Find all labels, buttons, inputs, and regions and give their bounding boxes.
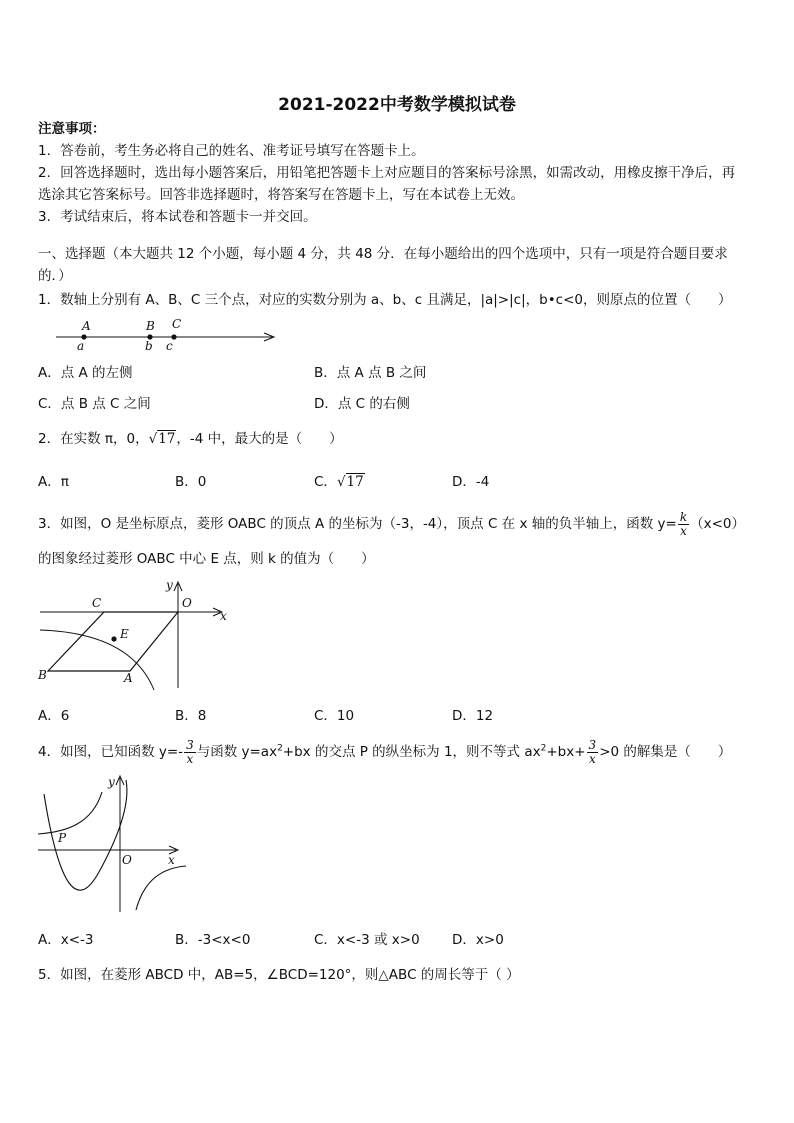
option-d[interactable]: D．-4 — [452, 474, 490, 490]
point-e-dot — [111, 636, 116, 641]
label-b: b — [145, 339, 153, 353]
section-heading-cont: 的．） — [38, 268, 72, 284]
label-C: C — [172, 317, 182, 331]
label-O: O — [122, 853, 132, 867]
option-c[interactable] — [314, 473, 365, 491]
label-y: y — [166, 578, 173, 592]
question-2-text-a: 2．在实数 π，0， — [38, 431, 149, 447]
option-d[interactable]: D．点 C 的右侧 — [314, 396, 410, 412]
exponent: 2 — [277, 743, 283, 754]
question-3-text-b: （x<0） — [690, 516, 745, 532]
option-d[interactable]: D．12 — [452, 708, 494, 724]
notice-item: 3．考试结束后，将本试卷和答题卡一并交回。 — [38, 209, 317, 225]
option-c[interactable]: C．10 — [314, 708, 355, 724]
question-3-text-cont: 的图象经过菱形 OABC 中心 E 点，则 k 的值为（ ） — [38, 551, 375, 567]
label-B: B — [146, 319, 155, 333]
label-E: E — [120, 627, 129, 641]
rhombus-figure — [36, 578, 236, 694]
notice-item: 选涂其它答案标号。回答非选择题时，将答案写在答题卡上，写在本试卷上无效。 — [38, 187, 524, 203]
fraction-k-over-x — [678, 511, 689, 538]
question-5-text: 5．如图，在菱形 ABCD 中，AB=5，∠BCD=120°，则△ABC 的周长等于（ ） — [38, 967, 520, 983]
question-4-text-b: 与函数 y=ax — [196, 744, 278, 760]
label-O: O — [182, 596, 192, 610]
hyperbola-right-branch — [136, 866, 186, 910]
question-1-text: 1．数轴上分别有 A、B、C 三个点，对应的实数分别为 a、b、c 且满足，|a|>|c|，b•c<0，则原点的位置（ ） — [38, 292, 732, 308]
label-x: x — [220, 609, 227, 623]
function-graph-figure — [36, 772, 196, 914]
notice-heading: 注意事项： — [38, 121, 106, 137]
exponent: 2 — [540, 743, 547, 754]
option-b[interactable]: B．点 A 点 B 之间 — [314, 365, 427, 381]
question-4-text-e: >0 的解集是（ ） — [599, 744, 732, 760]
option-c-label: C． — [314, 474, 337, 490]
option-a[interactable]: A．π — [38, 474, 69, 490]
option-b[interactable]: B．8 — [175, 708, 207, 724]
fraction-3-over-x — [587, 739, 599, 766]
fraction-numerator: k — [679, 509, 688, 524]
question-2-text-b: ，-4 中，最大的是（ ） — [176, 431, 343, 447]
option-a[interactable]: A．6 — [38, 708, 70, 724]
option-b[interactable]: B．-3<x<0 — [175, 932, 251, 948]
question-3-text — [38, 509, 745, 539]
fraction-numerator: 3 — [186, 737, 194, 752]
fraction-denominator: x — [588, 751, 596, 766]
notice-item: 1．答卷前，考生务必将自己的姓名、准考证号填写在答题卡上。 — [38, 143, 425, 159]
label-c: c — [166, 339, 173, 353]
sqrt-radicand: 17 — [346, 474, 364, 490]
question-4-text-a: 4．如图，已知函数 y=- — [38, 744, 184, 760]
option-a[interactable]: A．x<-3 — [38, 932, 94, 948]
option-b[interactable]: B．0 — [175, 474, 207, 490]
label-A: A — [82, 319, 91, 333]
label-B: B — [38, 668, 47, 682]
sqrt-expression: √17 — [336, 474, 364, 490]
question-4-text-c: +bx 的交点 P 的纵坐标为 1，则不等式 ax — [282, 744, 541, 760]
section-heading: 一、选择题（本大题共 12 个小题，每小题 4 分，共 48 分．在每小题给出的四个选项中，只有一项是符合题目要求 — [38, 246, 728, 262]
notice-item: 2．回答选择题时，选出每小题答案后，用铅笔把答题卡上对应题目的答案标号涂黑，如需改动，用橡皮擦干净后，再 — [38, 165, 736, 181]
label-a: a — [77, 339, 85, 353]
label-A: A — [124, 671, 133, 685]
option-d[interactable]: D．x>0 — [452, 932, 504, 948]
label-x: x — [168, 853, 175, 867]
number-line-figure — [50, 315, 285, 355]
fraction-3-over-x — [184, 739, 196, 766]
question-2-text — [38, 430, 343, 448]
label-C: C — [92, 596, 102, 610]
question-3-text-a: 3．如图，O 是坐标原点，菱形 OABC 的顶点 A 的坐标为（-3，-4），顶点 C 在 x 轴的负半轴上，函数 y= — [38, 516, 677, 532]
option-c[interactable]: C．x<-3 或 x>0 — [314, 932, 420, 948]
fraction-denominator: x — [186, 751, 194, 766]
label-P: P — [58, 831, 67, 845]
question-4-text-d: +bx+ — [546, 744, 586, 760]
parabola-curve — [44, 780, 127, 890]
option-a[interactable]: A．点 A 的左侧 — [38, 365, 133, 381]
exam-title: 2021-2022中考数学模拟试卷 — [278, 95, 516, 115]
label-y: y — [108, 775, 115, 789]
sqrt-radicand: 17 — [158, 431, 176, 447]
question-4-text — [38, 737, 731, 767]
fraction-numerator: 3 — [588, 737, 597, 752]
fraction-denominator: x — [680, 523, 687, 538]
option-c[interactable]: C．点 B 点 C 之间 — [38, 396, 151, 412]
sqrt-expression: √17 — [148, 431, 176, 447]
